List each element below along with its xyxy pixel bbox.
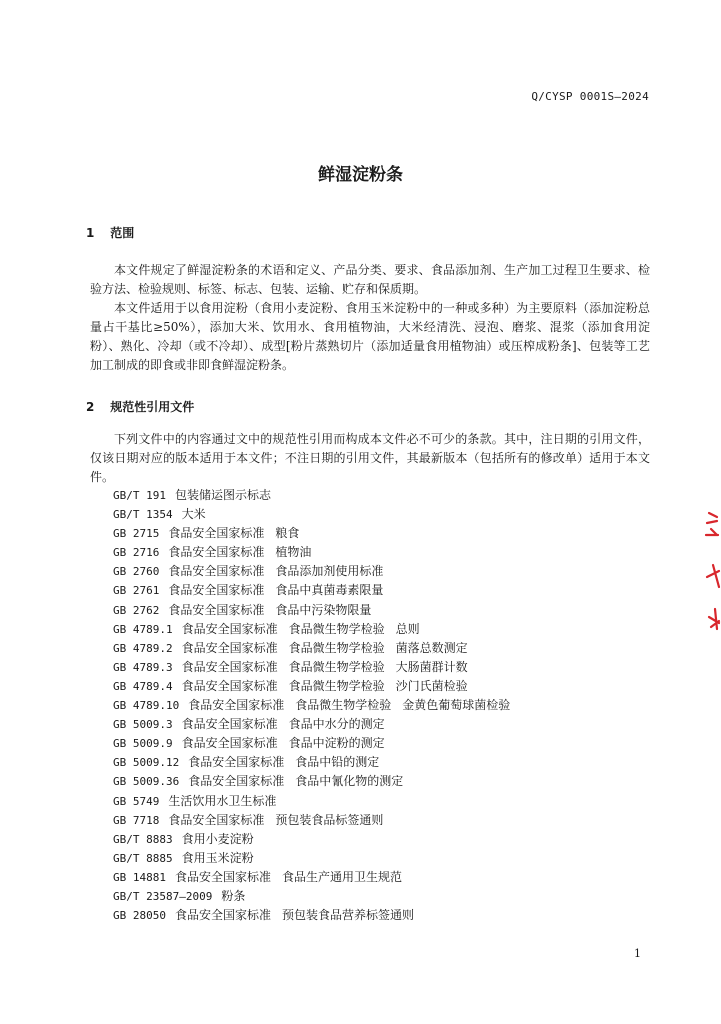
- reference-code: GB 4789.4: [113, 679, 173, 693]
- reference-title-part: 食品安全国家标准: [168, 812, 265, 827]
- reference-title-part: 食品安全国家标准: [181, 640, 278, 655]
- reference-item: [113, 620, 521, 639]
- reference-title-part: 食品添加剂使用标准: [275, 564, 384, 579]
- reference-item: [113, 849, 521, 868]
- reference-title-part: 包装储运图示标志: [174, 488, 271, 502]
- reference-code: GB 5749: [113, 794, 160, 808]
- reference-code: GB 4789.1: [113, 622, 173, 636]
- reference-title-part: 食用小麦淀粉: [181, 831, 254, 846]
- reference-code: GB/T 191: [113, 489, 166, 502]
- reference-title-part: 食品安全国家标准: [181, 678, 278, 693]
- reference-code: GB 4789.10: [113, 699, 180, 713]
- reference-code: GB 14881: [113, 870, 166, 884]
- reference-code: GB 5009.9: [113, 737, 173, 751]
- reference-item: [113, 906, 521, 925]
- reference-title-part: 大米: [181, 507, 206, 522]
- reference-item: [113, 772, 521, 791]
- reference-item: [113, 811, 521, 830]
- reference-item: [113, 486, 521, 505]
- reference-code: GB/T 8885: [113, 851, 173, 865]
- reference-item: [113, 562, 521, 581]
- reference-title-part: 食品安全国家标准: [168, 602, 265, 617]
- reference-code: GB 5009.3: [113, 718, 173, 732]
- reference-title-part: 食品安全国家标准: [181, 736, 278, 751]
- reference-code: GB 5009.12: [113, 756, 180, 770]
- reference-title-part: 食品安全国家标准: [188, 755, 285, 770]
- reference-item: [113, 715, 521, 734]
- reference-title-part: 食品中水分的测定: [288, 717, 385, 732]
- reference-item: [113, 581, 521, 600]
- reference-title-part: 食品微生物学检验: [288, 621, 385, 636]
- reference-title-part: 食品微生物学检验: [288, 678, 385, 693]
- reference-item: [113, 639, 521, 658]
- reference-title-part: 生活饮用水卫生标准: [168, 793, 277, 808]
- reference-item: [113, 677, 521, 696]
- reference-code: GB 2760: [113, 565, 160, 579]
- reference-title-part: 食品安全国家标准: [181, 717, 278, 732]
- reference-item: [113, 601, 521, 620]
- reference-title-part: 食品中铅的测定: [295, 755, 380, 770]
- scope-paragraph-1: 本文件规定了鲜湿淀粉条的术语和定义、产品分类、要求、食品添加剂、生产加工过程卫生要求、检验方法、检验规则、标签、标志、包装、运输、贮存和保质期。: [90, 263, 650, 296]
- reference-code: GB/T 8883: [113, 832, 173, 846]
- reference-title-part: 食品安全国家标准: [181, 621, 278, 636]
- reference-code: GB 28050: [113, 909, 166, 923]
- reference-item: [113, 734, 521, 753]
- reference-title-part: 食品中污染物限量: [275, 602, 372, 617]
- reference-title-part: 食品安全国家标准: [168, 545, 265, 560]
- reference-code: GB 5009.36: [113, 775, 180, 789]
- reference-item: [113, 524, 521, 543]
- reference-title-part: 预包装食品标签通则: [275, 812, 384, 827]
- reference-item: [113, 696, 521, 715]
- reference-item: [113, 830, 521, 849]
- document-code: Q/CYSP 0001S—2024: [531, 90, 649, 103]
- section-2-heading: [86, 398, 194, 415]
- reference-title-part: 食品中氰化物的测定: [295, 774, 404, 789]
- reference-code: GB 4789.2: [113, 641, 173, 655]
- reference-title-part: 植物油: [275, 545, 312, 560]
- page-number: 1: [634, 947, 641, 960]
- reference-title-part: 食品微生物学检验: [288, 640, 385, 655]
- reference-code: GB 2762: [113, 603, 160, 617]
- reference-code: GB/T 1354: [113, 508, 173, 522]
- reference-title-part: 沙门氏菌检验: [395, 678, 468, 693]
- reference-title-part: 食品安全国家标准: [174, 908, 271, 923]
- reference-title-part: 菌落总数测定: [395, 640, 468, 655]
- reference-title-part: 食品安全国家标准: [168, 564, 265, 579]
- reference-item: [113, 868, 521, 887]
- reference-title-part: 大肠菌群计数: [395, 659, 468, 674]
- reference-item: [113, 505, 521, 524]
- section-2-number: 2: [86, 400, 95, 414]
- reference-item: [113, 792, 521, 811]
- scope-paragraph-2: 本文件适用于以食用淀粉（食用小麦淀粉、食用玉米淀粉中的一种或多种）为主要原料（添加淀粉总量占干基比≥50%），添加大米、饮用水、食用植物油，大米经清洗、浸泡、磨浆、混浆（添加食用淀粉）、熟化、冷却（或不冷却）、成型[粉片蒸熟切片（添加适量食用植物油）或压榨成粉条]、包装等工艺加工制成的即食或非即食鲜湿淀粉条。: [90, 301, 650, 372]
- reference-title-part: 总则: [395, 621, 420, 636]
- section-2-title: 规范性引用文件: [110, 400, 195, 414]
- reference-title-part: 食品微生物学检验: [288, 659, 385, 674]
- reference-title-part: 食品中真菌毒素限量: [275, 583, 384, 598]
- reference-title-part: 食品微生物学检验: [295, 698, 392, 713]
- section-1-heading: [86, 224, 134, 241]
- reference-item: [113, 543, 521, 562]
- reference-title-part: 食品安全国家标准: [188, 698, 285, 713]
- reference-item: [113, 887, 521, 906]
- official-seal-fragment: [697, 505, 721, 645]
- section-1-number: 1: [86, 226, 95, 240]
- reference-code: GB 4789.3: [113, 660, 173, 674]
- reference-code: GB 2761: [113, 584, 160, 598]
- reference-item: [113, 753, 521, 772]
- section-1-title: 范围: [110, 226, 135, 240]
- reference-code: GB/T 23587—2009: [113, 889, 213, 903]
- page-title: 鲜湿淀粉条: [318, 165, 403, 185]
- reference-title-part: 食品安全国家标准: [168, 526, 265, 541]
- reference-code: GB 7718: [113, 813, 160, 827]
- reference-title-part: 食品安全国家标准: [174, 869, 271, 884]
- reference-title-part: 粮食: [275, 526, 300, 541]
- reference-title-part: 金黄色葡萄球菌检验: [402, 698, 511, 713]
- reference-title-part: 食品安全国家标准: [181, 659, 278, 674]
- reference-title-part: 食品安全国家标准: [188, 774, 285, 789]
- reference-code: GB 2715: [113, 527, 160, 541]
- references-intro: 下列文件中的内容通过文中的规范性引用而构成本文件必不可少的条款。其中，注日期的引用文件，仅该日期对应的版本适用于本文件；不注日期的引用文件，其最新版本（包括所有的修改单）适用于本文件。: [90, 432, 650, 484]
- reference-title-part: 食品生产通用卫生规范: [282, 869, 403, 884]
- reference-list: [113, 486, 521, 925]
- reference-item: [113, 658, 521, 677]
- reference-title-part: 粉条: [221, 888, 246, 903]
- reference-title-part: 食品安全国家标准: [168, 583, 265, 598]
- reference-title-part: 预包装食品营养标签通则: [282, 908, 415, 923]
- reference-title-part: 食用玉米淀粉: [181, 850, 254, 865]
- reference-title-part: 食品中淀粉的测定: [288, 736, 385, 751]
- reference-code: GB 2716: [113, 546, 160, 560]
